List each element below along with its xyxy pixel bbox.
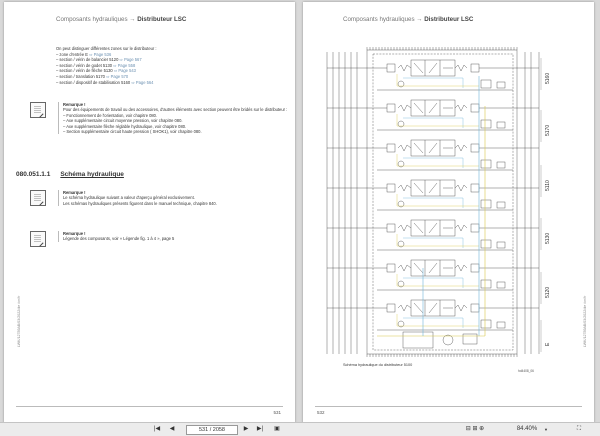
- left-page: [4, 2, 295, 423]
- note-item: – Axe supplémentaire flèche réglable hydraulique, voir chapitre 080.: [63, 124, 288, 129]
- page-ref-link[interactable]: ⇨ Page 536: [87, 51, 112, 57]
- prev-page-button[interactable]: ◀: [169, 426, 175, 432]
- note-item: – Axe supplémentaire circuit moyenne pression, voir chapitre 080.: [63, 118, 288, 123]
- side-code: LWK/12789AB/03/2022/de /cn/fr: [17, 295, 21, 347]
- page-number-input[interactable]: 531 / 2058: [186, 425, 238, 435]
- viewer-toolbar: [0, 422, 600, 436]
- page-header: Composants hydrauliques → Distributeur LSC: [56, 16, 187, 23]
- note-body: Remarque ! Le schéma hydraulique suivant a valeur d'aperçu général exclusivement. Les schémas hydrauliques présents figurent dans le manuel technique, chapitre 840.: [58, 190, 288, 206]
- zone-item: – section / vérin de balancier 5120 ⇨ Page 567: [56, 57, 286, 63]
- page-number: 532: [317, 410, 325, 415]
- section-label: 5160: [545, 72, 551, 84]
- section-label: E: [545, 342, 551, 346]
- note-item: – Fonctionnement de l'orientation, voir chapitre 080.: [63, 113, 288, 118]
- note-icon: [30, 190, 46, 206]
- first-page-button[interactable]: |◀: [153, 426, 161, 432]
- zoom-level[interactable]: 84.40%: [516, 426, 538, 432]
- section-label: 5170: [545, 124, 551, 136]
- zone-item: – section / vérin de flèche 5130 ⇨ Page 543: [56, 68, 286, 74]
- page-header: Composants hydrauliques → Distributeur LSC: [343, 16, 474, 23]
- figure-caption: Schéma hydraulique du distributeur 5100: [343, 363, 413, 367]
- footer-line: [315, 406, 582, 407]
- section-label: 5110: [545, 180, 551, 191]
- hydraulic-schematic: [303, 36, 594, 366]
- tool-icons[interactable]: ⊟ ⊞ ⊕: [465, 426, 485, 432]
- next-page-button[interactable]: ▶: [243, 426, 249, 432]
- figure-code: hd4408_06: [518, 369, 534, 373]
- note-item: – Section supplémentaire circuit haute pression ( SHOK1), voir chapitre 080.: [63, 129, 288, 134]
- section-heading: 080.051.1.1 Schéma hydraulique: [16, 171, 124, 178]
- page-ref-link[interactable]: ⇨ Page 567: [118, 57, 142, 63]
- note-icon: [30, 231, 46, 247]
- zone-list: [56, 52, 286, 86]
- zoom-dropdown-icon[interactable]: ▼: [544, 427, 548, 432]
- side-code: LWK/12789AB/03/2022/de /cn/fr: [583, 295, 587, 347]
- note-icon: [30, 102, 46, 118]
- zone-item: – section / translation 5170 ⇨ Page 570: [56, 74, 286, 80]
- page-ref-link[interactable]: ⇨ Page 564: [130, 79, 154, 85]
- page-view-icon[interactable]: ▣: [274, 426, 280, 432]
- page-ref-link[interactable]: ⇨ Page 570: [104, 73, 129, 79]
- right-page: [303, 2, 594, 423]
- note-body: Remarque ! Pour des équipements de travail ou des accessoires, d'autres éléments avec section peuvent être bridés sur le distributeur : – Fonctionnement de l'orientation, voir chapitre 080. – Axe supplémentaire circuit moyenne pression, voir chapitre 080. – Axe supplémentaire flèche réglable hydraulique, voir chapitre 080. – Section supplémentaire circuit haute pression ( SHOK1), voir chapitre 080.: [58, 102, 288, 134]
- intro-text: On peut distinguer différentes zones sur le distributeur : – zone d'entrée E ⇨ Page 536 – section / vérin de balancier 5120 ⇨ Page 567 – section / vérin de godet 5130 ⇨ Page 558 – section / vérin de flèche 5130 ⇨ Page 543 – section / translation 5170 ⇨ Page 570 – section / dispositif de stabilisation 5160 ⇨ Page 564: [56, 46, 286, 85]
- footer-line: [16, 406, 283, 407]
- section-label: 5130: [545, 232, 551, 244]
- fit-page-icon[interactable]: ⛶: [576, 426, 582, 432]
- page-number: 531: [273, 410, 281, 415]
- zone-item: – section / dispositif de stabilisation 5160 ⇨ Page 564: [56, 80, 286, 86]
- zone-item: – zone d'entrée E ⇨ Page 536: [56, 52, 286, 58]
- page-ref-link[interactable]: ⇨ Page 558: [112, 62, 136, 68]
- page-ref-link[interactable]: ⇨ Page 543: [112, 68, 136, 74]
- zone-item: – section / vérin de godet 5130 ⇨ Page 558: [56, 63, 286, 69]
- last-page-button[interactable]: ▶|: [256, 426, 264, 432]
- section-label: 5120: [545, 286, 551, 298]
- note-body: Remarque ! Légende des composants, voir « Légende fig. 1 à 4 », page 5: [58, 231, 288, 242]
